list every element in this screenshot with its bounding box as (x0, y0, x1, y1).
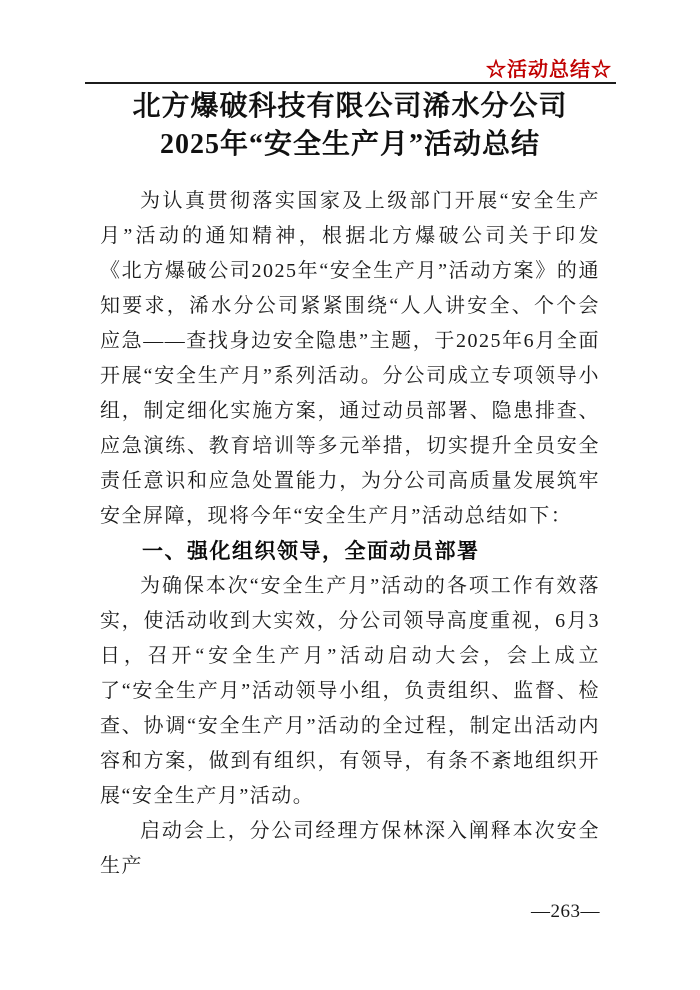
document-title-line1: 北方爆破科技有限公司浠水分公司 (132, 91, 568, 122)
section-heading-1: 一、强化组织领导，全面动员部署 (142, 540, 480, 563)
header-divider-line (85, 82, 616, 84)
document-body (100, 184, 600, 884)
page-number: —263— (531, 901, 600, 922)
body-paragraph-1: 为认真贯彻落实国家及上级部门开展“安全生产月”活动的通知精神，根据北方爆破公司关于印发《北方爆破公司2025年“安全生产月”活动方案》的通知要求，浠水分公司紧紧围绕“人人讲安全、个个会应急——查找身边安全隐患”主题，于2025年6月全面开展“安全生产月”系列活动。分公司成立专项领导小组，制定细化实施方案，通过动员部署、隐患排查、应急演练、教育培训等多元举措，切实提升全员安全责任意识和应急处置能力，为分公司高质量发展筑牢安全屏障，现将今年“安全生产月”活动总结如下： (100, 190, 600, 527)
document-title-line2: 2025年“安全生产月”活动总结 (159, 129, 540, 160)
body-paragraph-2: 为确保本次“安全生产月”活动的各项工作有效落实，使活动收到大实效，分公司领导高度重视，6月3日，召开“安全生产月”活动启动大会，会上成立了“安全生产月”活动领导小组，负责组织、监督、检查、协调“安全生产月”活动的全过程，制定出活动内容和方案，做到有组织，有领导，有条不紊地组织开展“安全生产月”活动。 (100, 575, 600, 807)
header-category-tag: ☆活动总结☆ (486, 59, 612, 81)
body-paragraph-3: 启动会上，分公司经理方保林深入阐释本次安全生产 (100, 820, 600, 877)
document-title (0, 88, 700, 164)
